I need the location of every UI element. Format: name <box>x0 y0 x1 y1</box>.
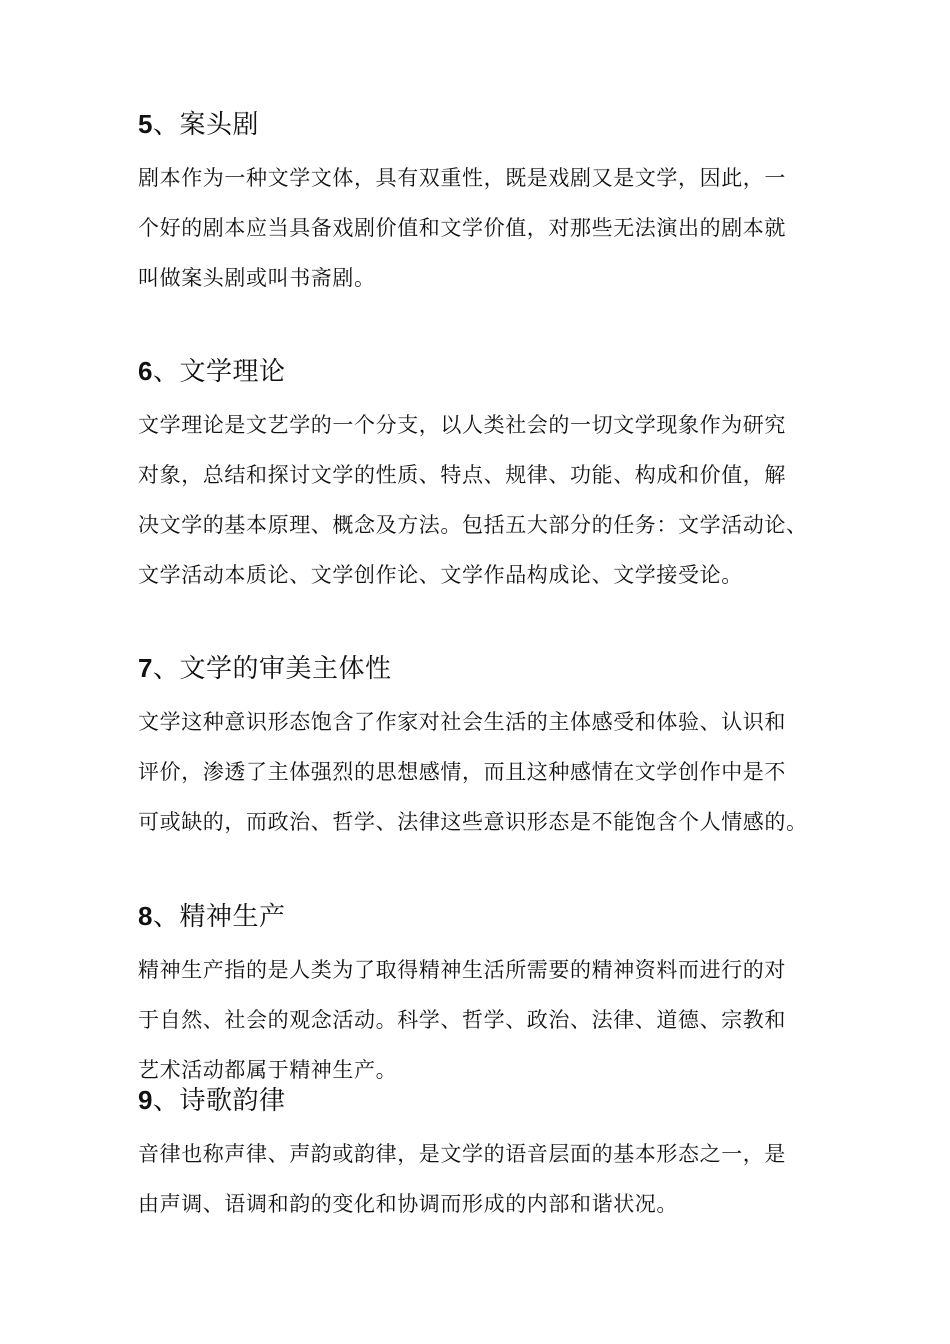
paragraph-line: 由声调、语调和韵的变化和协调而形成的内部和谐状况。 <box>138 1192 678 1216</box>
section-heading <box>138 355 828 388</box>
section-heading <box>138 1084 828 1117</box>
section-heading <box>138 108 828 141</box>
section-8 <box>138 900 828 1095</box>
section-paragraph <box>138 697 828 847</box>
section-title: 、文学的审美主体性 <box>152 654 392 684</box>
section-number: 5 <box>138 109 153 139</box>
section-title: 、案头剧 <box>152 110 259 140</box>
section-paragraph <box>138 1129 828 1229</box>
section-number: 7 <box>138 653 153 683</box>
paragraph-line: 文学活动本质论、文学创作论、文学作品构成论、文学接受论。 <box>138 563 743 587</box>
section-9 <box>138 1084 828 1229</box>
paragraph-line: 于自然、社会的观念活动。科学、哲学、政治、法律、道德、宗教和 <box>138 1008 786 1032</box>
section-heading <box>138 900 828 933</box>
section-paragraph <box>138 153 828 303</box>
section-6 <box>138 355 828 600</box>
section-number: 6 <box>138 356 153 386</box>
section-title: 、精神生产 <box>152 902 286 932</box>
paragraph-line: 精神生产指的是人类为了取得精神生活所需要的精神资料而进行的对 <box>138 958 786 982</box>
paragraph-line: 可或缺的，而政治、哲学、法律这些意识形态是不能饱含个人情感的。 <box>138 810 808 834</box>
paragraph-line: 艺术活动都属于精神生产。 <box>138 1058 398 1082</box>
paragraph-line: 叫做案头剧或叫书斋剧。 <box>138 266 376 290</box>
section-5 <box>138 108 828 303</box>
section-paragraph <box>138 945 828 1095</box>
paragraph-line: 剧本作为一种文学文体，具有双重性，既是戏剧又是文学，因此，一 <box>138 166 786 190</box>
paragraph-line: 文学理论是文艺学的一个分支，以人类社会的一切文学现象作为研究 <box>138 413 786 437</box>
paragraph-line: 音律也称声律、声韵或韵律，是文学的语音层面的基本形态之一，是 <box>138 1142 786 1166</box>
paragraph-line: 决文学的基本原理、概念及方法。包括五大部分的任务：文学活动论、 <box>138 513 808 537</box>
section-heading <box>138 652 828 685</box>
section-title: 、文学理论 <box>152 357 286 387</box>
section-paragraph <box>138 400 828 600</box>
section-number: 9 <box>138 1085 153 1115</box>
section-number: 8 <box>138 901 153 931</box>
paragraph-line: 文学这种意识形态饱含了作家对社会生活的主体感受和体验、认识和 <box>138 710 786 734</box>
paragraph-line: 个好的剧本应当具备戏剧价值和文学价值，对那些无法演出的剧本就 <box>138 216 786 240</box>
section-7 <box>138 652 828 847</box>
section-title: 、诗歌韵律 <box>152 1086 286 1116</box>
paragraph-line: 对象，总结和探讨文学的性质、特点、规律、功能、构成和价值，解 <box>138 463 786 487</box>
paragraph-line: 评价，渗透了主体强烈的思想感情，而且这种感情在文学创作中是不 <box>138 760 786 784</box>
